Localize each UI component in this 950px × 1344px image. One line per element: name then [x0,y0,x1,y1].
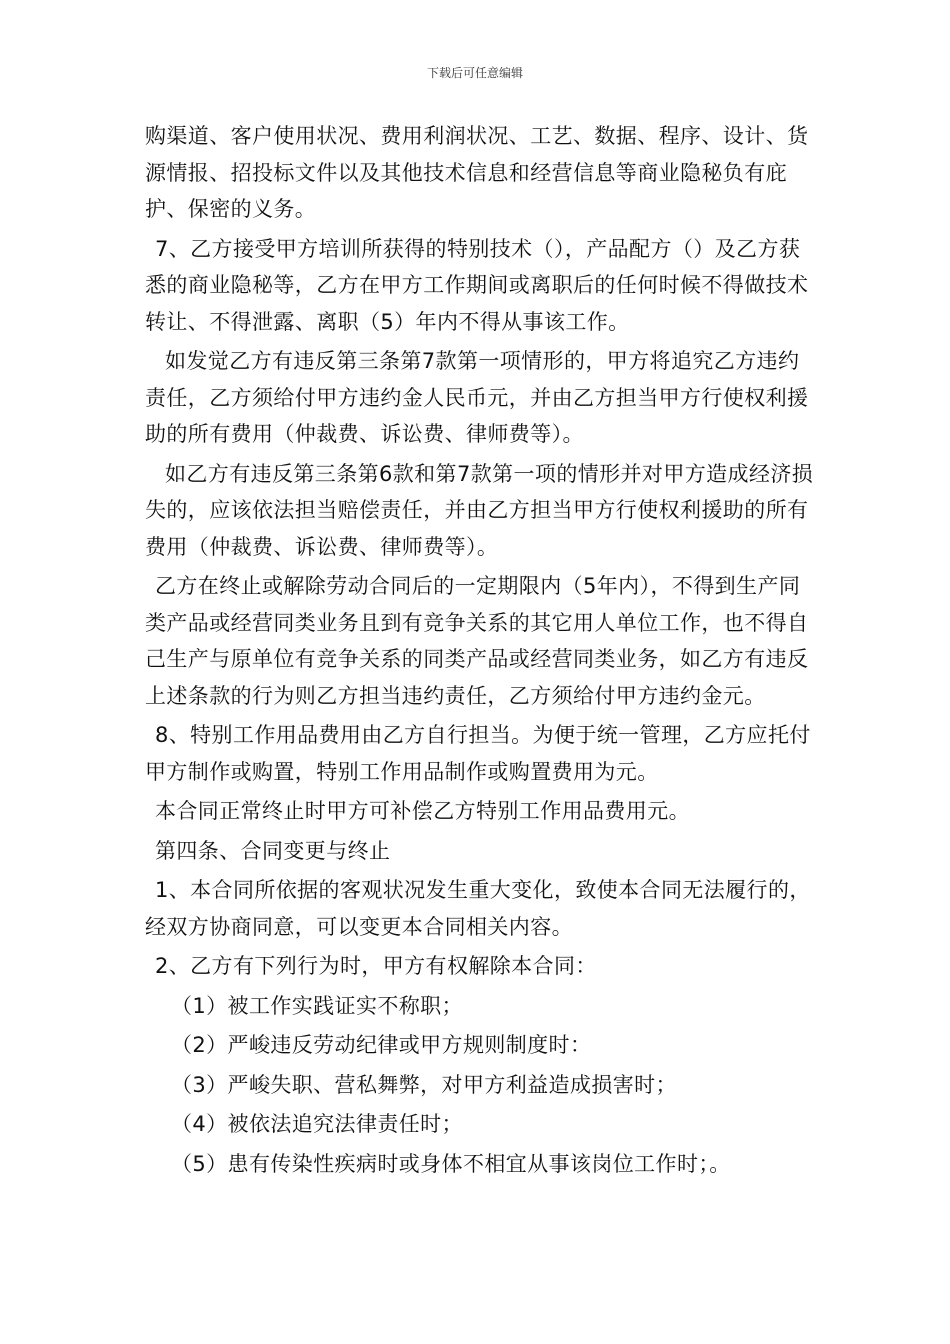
document-body [145,118,815,1185]
list-item: （5）患有传染性疾病时或身体不相宜从事该岗位工作时；。 [171,1151,731,1176]
paragraph-clause-7: 7、乙方接受甲方培训所获得的特别技术（），产品配方（）及乙方获悉的商业隐秘等，乙方在甲方工作期间或离职后的任何时候不得做技术转让、不得泄露、离职（5）年内不得从事该工作。 [145,236,809,334]
paragraph-clause-8: 8、特别工作用品费用由乙方自行担当。为便于统一管理，乙方应托付甲方制作或购置，特别工作用品制作或购置费用为元。 [145,723,811,784]
list-item: （1）被工作实践证实不称职； [171,993,463,1018]
paragraph-non-compete: 乙方在终止或解除劳动合同后的一定期限内（5年内），不得到生产同类产品或经营同类业务且到有竞争关系的其它用人单位工作，也不得自己生产与原单位有竞争关系的同类产品或经营同类业务，如乙方有违反上述条款的行为则乙方担当违约责任，乙方须给付甲方违约金元。 [145,574,809,708]
paragraph-article-4-item-1: 1、本合同所依据的客观状况发生重大变化，致使本合同无法履行的，经双方协商同意，可以变更本合同相关内容。 [145,878,811,939]
list-item: （4）被依法追究法律责任时； [171,1112,463,1136]
page-header: 下载后可任意编辑 [426,66,523,80]
paragraph-article-4-item-2: 2、乙方有下列行为时，甲方有权解除本合同： [155,954,597,978]
list-item: （2）严峻违反劳动纪律或甲方规则制度时： [171,1033,592,1057]
paragraph-breach-clause-7: 如发觉乙方有违反第三条第7款第一项情形的，甲方将追究乙方违约责任，乙方须给付甲方违约金人民币元，并由乙方担当甲方行使权利援助的所有费用（仲裁费、诉讼费、律师费等）。 [145,349,809,446]
paragraph-breach-clause-6-7: 如乙方有违反第三条第6款和第7款第一项的情形并对甲方造成经济损失的，应该依法担当赔偿责任，并由乙方担当甲方行使权利援助的所有费用（仲裁费、诉讼费、律师费等）。 [145,461,814,559]
list-item: （3）严峻失职、营私舞弊，对甲方利益造成损害时； [171,1072,677,1097]
paragraph-confidentiality-scope: 购渠道、客户使用状况、费用利润状况、工艺、数据、程序、设计、货源情报、招投标文件以及其他技术信息和经营信息等商业隐秘负有庇护、保密的义务。 [145,124,809,221]
paragraph-compensation: 本合同正常终止时甲方可补偿乙方特别工作用品费用元。 [155,799,690,823]
section-heading-article-4: 第四条、合同变更与终止 [155,838,391,863]
